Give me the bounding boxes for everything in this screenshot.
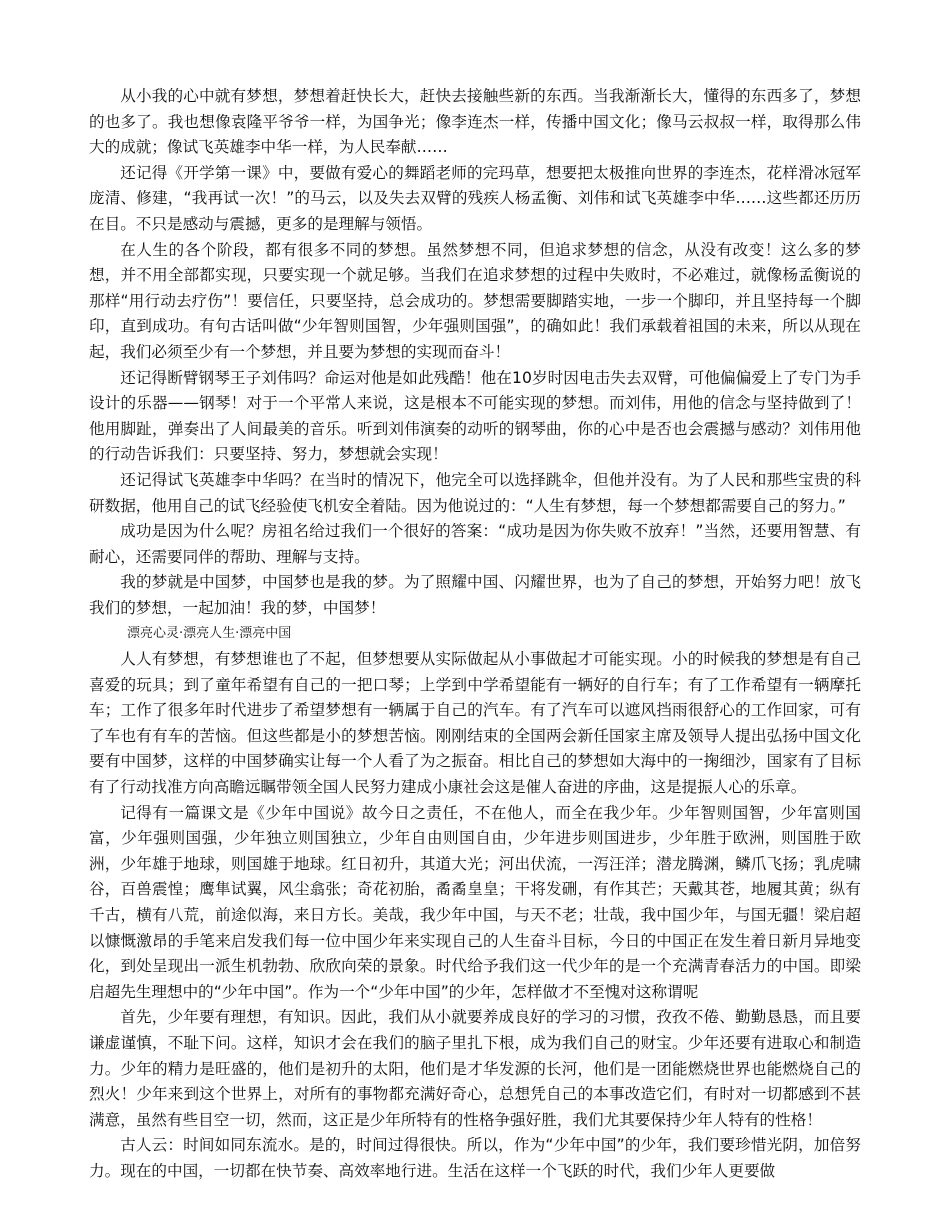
paragraph-2: 还记得《开学第一课》中，要做有爱心的舞蹈老师的完玛草，想要把太极推向世界的李连杰，花样滑冰冠军庞清、修建，“我再试一次！”的马云，以及失去双臂的残疾人杨孟衡、刘伟和试飞英雄李中华……这些都还历历在目。不只是感动与震撼，更多的是理解与领悟。 [89,163,861,233]
paragraph-6: 成功是因为什么呢？房祖名给过我们一个很好的答案：“成功是因为你失败不放弃！”当然，还要用智慧、有耐心，还需要同伴的帮助、理解与支持。 [89,522,861,566]
paragraph-9: 记得有一篇课文是《少年中国说》故今日之责任，不在他人，而全在我少年。少年智则国智，少年富则国富，少年强则国强，少年独立则国独立，少年自由则国自由，少年进步则国进步，少年胜于欧洲，则国胜于欧洲，少年雄于地球，则国雄于地球。红日初升，其道大光；河出伏流，一泻汪洋；潜龙腾渊，鳞爪飞扬；乳虎啸谷，百兽震惶；鹰隼试翼，风尘翕张；奇花初胎，矞矞皇皇；干将发硎，有作其芒；天戴其苍，地履其黄；纵有千古，横有八荒，前途似海，来日方长。美哉，我少年中国，与天不老；壮哉，我中国少年，与国无疆！梁启超以慷慨激昂的手笔来启发我们每一位中国少年来实现自己的人生奋斗目标，今日的中国正在发生着日新月异地变化，到处呈现出一派生机勃勃、欣欣向荣的景象。时代给予我们这一代少年的是一个充满青春活力的中国。即梁启超先生理想中的“少年中国”。作为一个“少年中国”的少年，怎样做才不至愧对这称谓呢 [89,803,861,1001]
paragraph-8: 人人有梦想，有梦想谁也了不起，但梦想要从实际做起从小事做起才可能实现。小的时候我的梦想是有自己喜爱的玩具；到了童年希望有自己的一把口琴；上学到中学希望能有一辆好的自行车；有了工作希望有一辆摩托车；工作了很多年时代进步了希望梦想有一辆属于自己的汽车。有了汽车可以遮风挡雨很舒心的工作回家，可有了车也有有车的苦恼。但这些都是小的梦想苦恼。刚刚结束的全国两会新任国家主席及领导人提出弘扬中国文化要有中国梦，这样的中国梦确实让每一个人看了为之振奋。相比自己的梦想如大海中的一掬细沙，国家有了目标有了行动找准方向高瞻远瞩带领全国人民努力建成小康社会这是催人奋进的序曲，这是提振人心的乐章。 [89,650,861,797]
paragraph-3: 在人生的各个阶段，都有很多不同的梦想。虽然梦想不同，但追求梦想的信念，从没有改变！这么多的梦想，并不用全部都实现，只要实现一个就足够。当我们在追求梦想的过程中失败时，不必难过，就像杨孟衡说的那样“用行动去疗伤”！要信任，只要坚持，总会成功的。梦想需要脚踏实地，一步一个脚印，并且坚持每一个脚印，直到成功。有句古话叫做“少年智则国智，少年强则国强”，的确如此！我们承载着祖国的未来，所以从现在起，我们必须至少有一个梦想，并且要为梦想的实现而奋斗！ [89,240,861,361]
document-body [89,84,861,1185]
paragraph-1: 从小我的心中就有梦想，梦想着赶快长大，赶快去接触些新的东西。当我渐渐长大，懂得的东西多了，梦想的也多了。我也想像袁隆平爷爷一样，为国争光；像李连杰一样，传播中国文化；像马云叔叔一样，取得那么伟大的成就；像试飞英雄李中华一样，为人民奉献…… [89,87,861,157]
paragraph-4: 还记得断臂钢琴王子刘伟吗？命运对他是如此残酷！他在10岁时因电击失去双臂，可他偏偏爱上了专门为手设计的乐器——钢琴！对于一个平常人来说，这是根本不可能实现的梦想。而刘伟，用他的信念与坚持做到了！他用脚趾，弹奏出了人间最美的音乐。听到刘伟演奏的动听的钢琴曲，你的心中是否也会震撼与感动？刘伟用他的行动告诉我们：只要坚持、努力，梦想就会实现！ [89,368,861,464]
paragraph-11: 古人云：时间如同东流水。是的，时间过得很快。所以，作为“少年中国”的少年，我们要珍惜光阴，加倍努力。现在的中国，一切都在快节奏、高效率地行进。生活在这样一个飞跃的时代，我们少年人更要做 [89,1136,861,1180]
paragraph-5: 还记得试飞英雄李中华吗？在当时的情况下，他完全可以选择跳伞，但他并没有。为了人民和那些宝贵的科研数据，他用自己的试飞经验使飞机安全着陆。因为他说过的：“人生有梦想，每一个梦想都需要自己的努力。” [89,470,861,515]
paragraph-7: 我的梦就是中国梦，中国梦也是我的梦。为了照耀中国、闪耀世界，也为了自己的梦想，开始努力吧！放飞我们的梦想，一起加油！我的梦，中国梦！ [89,573,861,617]
paragraph-10: 首先，少年要有理想，有知识。因此，我们从小就要养成良好的学习的习惯，孜孜不倦、勤勤恳恳，而且要谦虚谨慎，不耻下问。这样，知识才会在我们的脑子里扎下根，成为我们自己的财宝。少年还要有进取心和制造力。少年的精力是旺盛的，他们是初升的太阳，他们是才华发源的长河，他们是一团能燃烧世界也能燃烧自己的烈火！少年来到这个世界上，对所有的事物都充满好奇心，总想凭自己的本事改造它们，有时对一切都感到不甚满意，虽然有些目空一切，然而，这正是少年所特有的性格争强好胜，我们尤其要保持少年人特有的性格！ [89,1008,861,1129]
section-title: 漂亮心灵·漂亮人生·漂亮中国 [127,626,292,642]
